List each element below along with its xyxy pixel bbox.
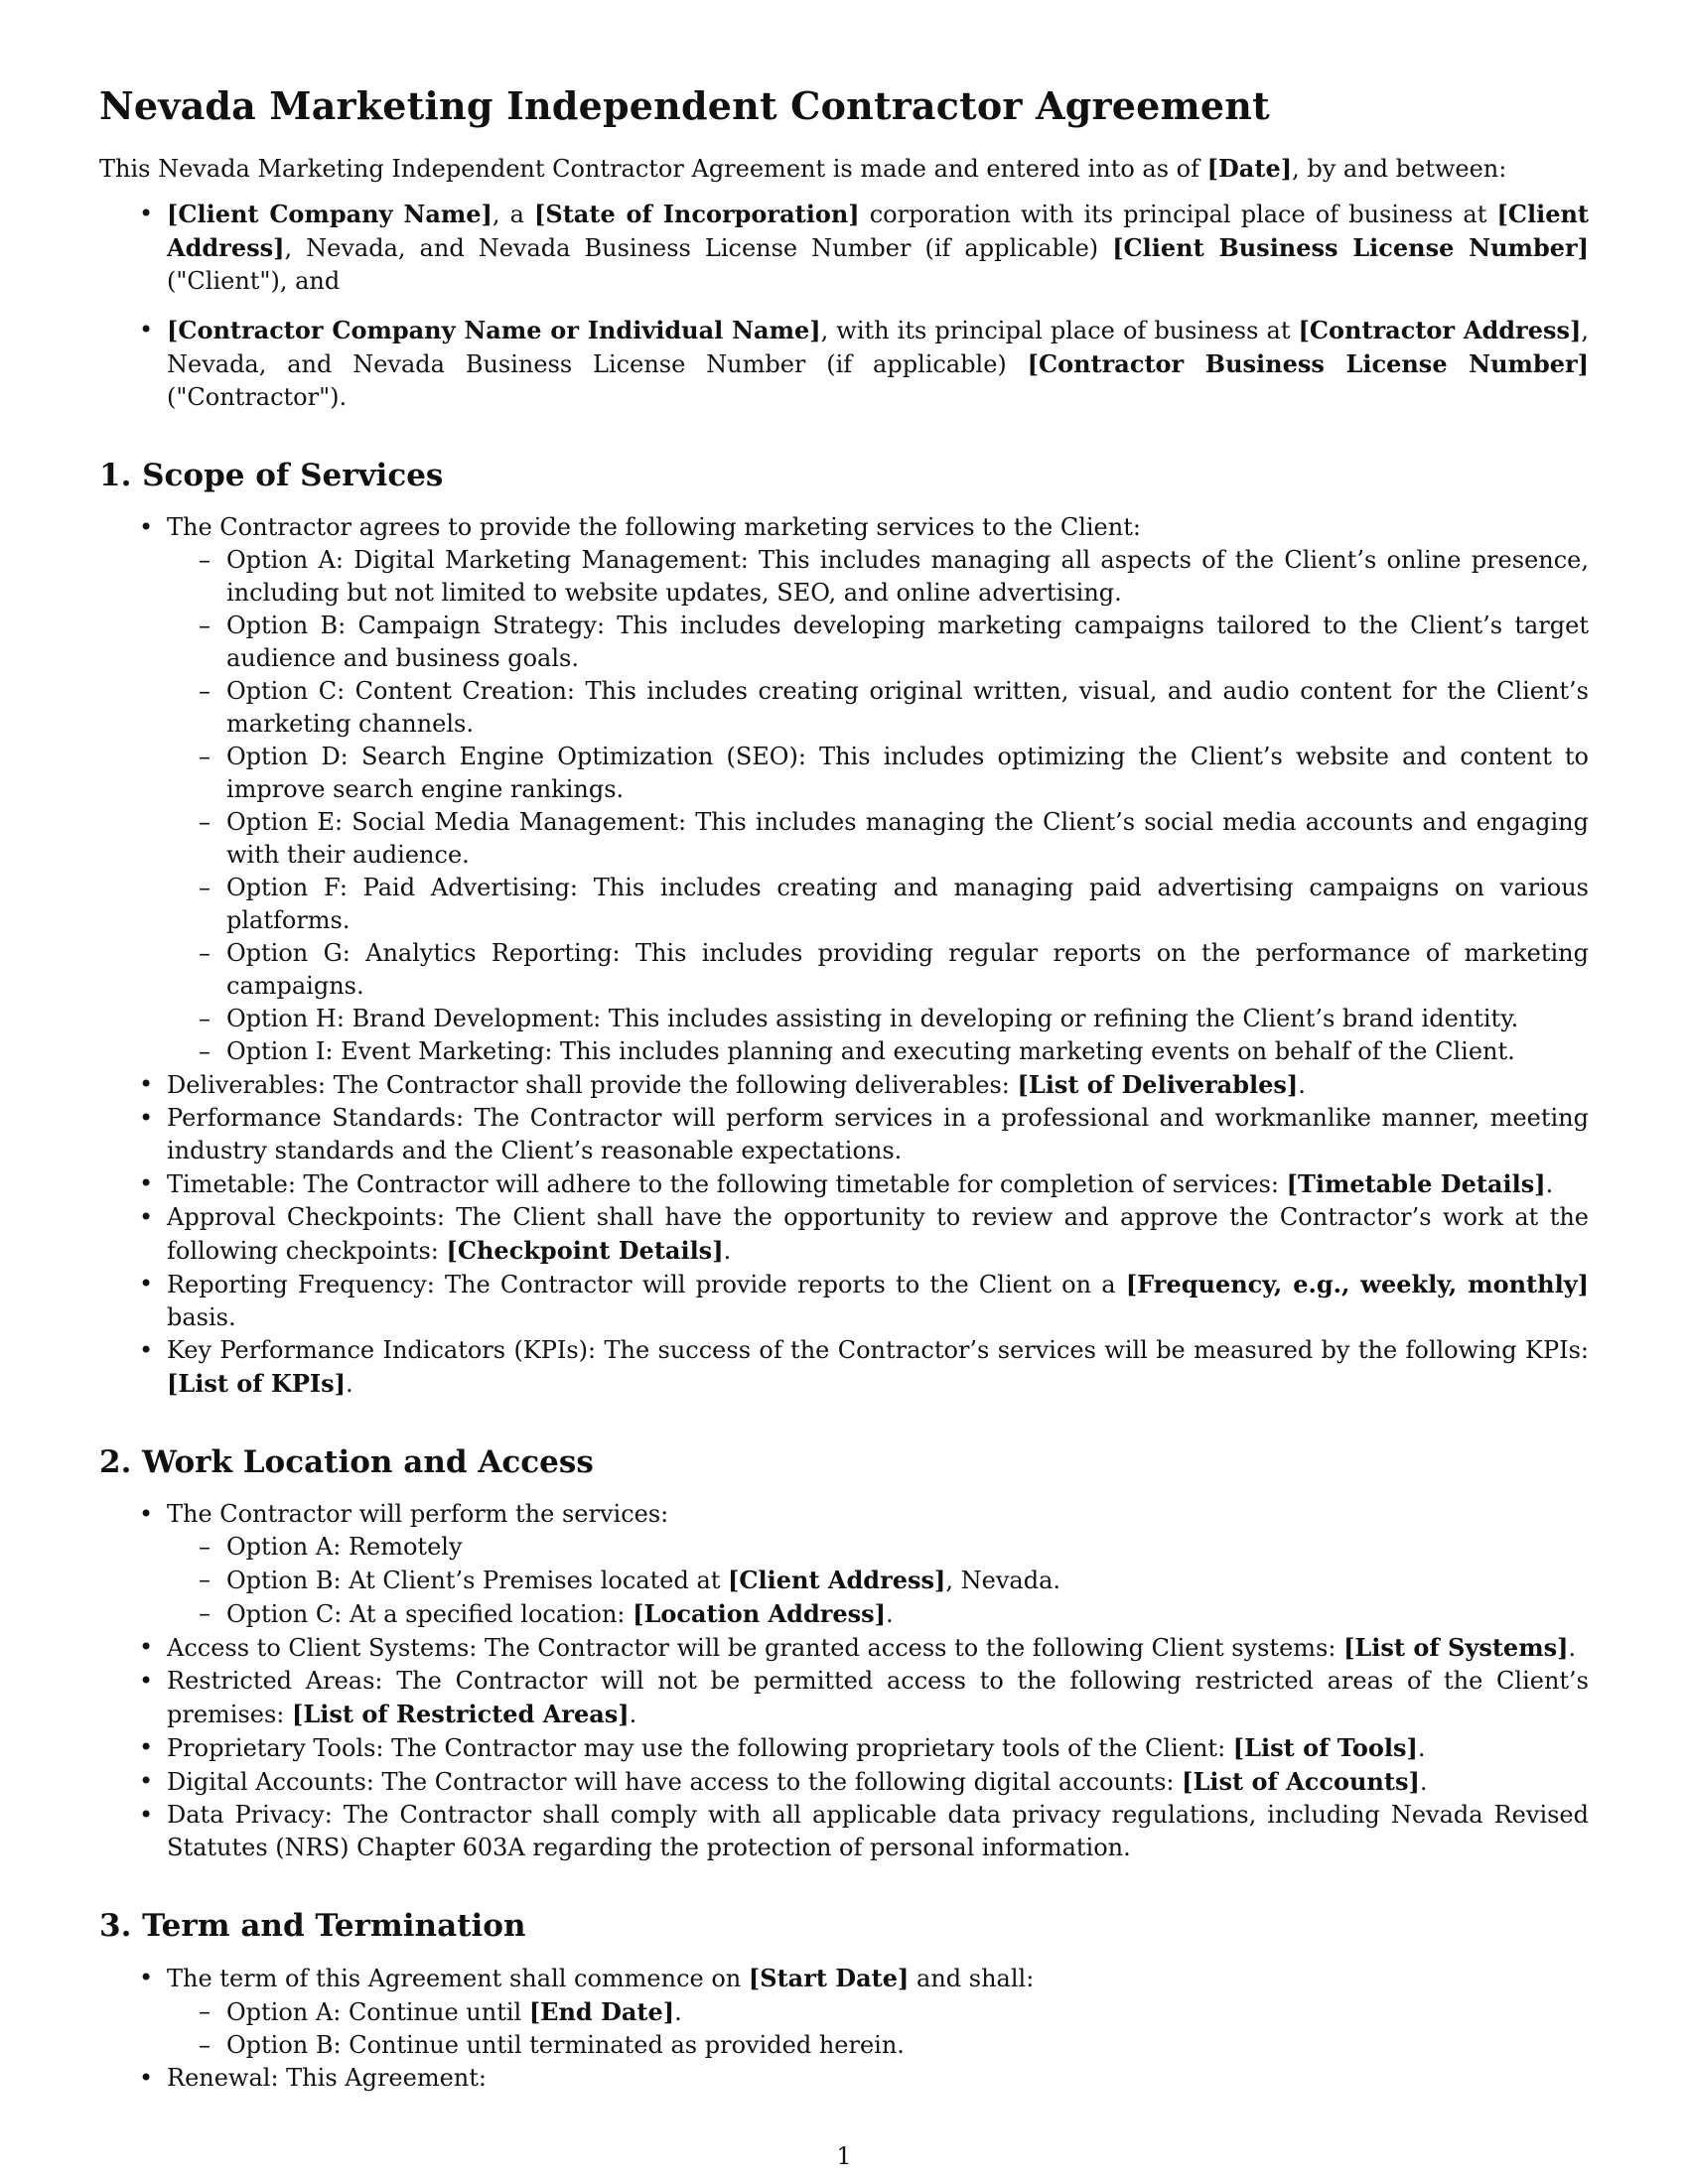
- section-heading-term: 3. Term and Termination: [99, 1908, 526, 1944]
- list-item: – Option B: Campaign Strategy: This includes developing marketing campaigns tailored to the Client’s target audience and business goals.: [167, 610, 1589, 675]
- list-item: – Option C: Content Creation: This includes creating original written, visual, and audio content for the Client’s marketing channels.: [167, 675, 1589, 741]
- location-options-list: [167, 1531, 1589, 1631]
- list-item: – Option E: Social Media Management: This includes managing the Client’s social media accounts and engaging with their audience.: [167, 806, 1589, 872]
- section-heading-scope: 1. Scope of Services: [99, 458, 444, 493]
- list-item: – Option A: Remotely: [167, 1531, 1589, 1564]
- location-list: [99, 1498, 1589, 1864]
- list-item: • Renewal: This Agreement:: [99, 2062, 1589, 2095]
- list-item: • Deliverables: The Contractor shall provide the following deliverables: [List of Deliverables].: [99, 1068, 1589, 1102]
- list-item: • Data Privacy: The Contractor shall comply with all applicable data privacy regulations, including Nevada Revised Statutes (NRS) Chapter 603A regarding the protection of personal information.: [99, 1799, 1589, 1864]
- list-item: • Key Performance Indicators (KPIs): The success of the Contractor’s services will be measured by the following KPIs: [List of KPIs].: [99, 1334, 1589, 1401]
- date-placeholder: [Date]: [1206, 154, 1293, 183]
- contractor-party: • [Contractor Company Name or Individual Name], with its principal place of business at [Contractor Address], Nevada, and Nevada Business License Number (if applicable) [Contractor Business License Number] ("Contractor").: [99, 314, 1589, 414]
- list-item: – Option B: Continue until terminated as provided herein.: [167, 2029, 1589, 2062]
- list-item: • The term of this Agreement shall commence on [Start Date] and shall: – Option A: Continue until [End Date]. – Option B: Continue until terminated as provided herein.: [99, 1962, 1589, 2062]
- list-item: • Reporting Frequency: The Contractor will provide reports to the Client on a [Frequency, e.g., weekly, monthly] basis.: [99, 1268, 1589, 1334]
- list-item: – Option F: Paid Advertising: This includes creating and managing paid advertising campaigns on various platforms.: [167, 872, 1589, 937]
- document-page: [99, 83, 1589, 2095]
- client-party: • [Client Company Name], a [State of Incorporation] corporation with its principal place of business at [Client Address], Nevada, and Nevada Business License Number (if applicable) [Client Business License Number] ("Client"), and: [99, 198, 1589, 298]
- term-list: [99, 1962, 1589, 2095]
- list-item: • The Contractor will perform the services: – Option A: Remotely – Option B: At Client’s Premises located at [Client Address], Nevada. – Option C: At a specified location: [Location Address].: [99, 1498, 1589, 1631]
- list-item: • Proprietary Tools: The Contractor may use the following proprietary tools of the Client: [List of Tools].: [99, 1731, 1589, 1765]
- list-item: – Option A: Continue until [End Date].: [167, 1995, 1589, 2029]
- list-item: – Option H: Brand Development: This includes assisting in developing or refining the Client’s brand identity.: [167, 1003, 1589, 1035]
- intro-paragraph: This Nevada Marketing Independent Contractor Agreement is made and entered into as of [Date], by and between:: [99, 154, 1507, 183]
- list-item: • Approval Checkpoints: The Client shall have the opportunity to review and approve the Contractor’s work at the following checkpoints: [Checkpoint Details].: [99, 1201, 1589, 1268]
- list-item: – Option G: Analytics Reporting: This includes providing regular reports on the performance of marketing campaigns.: [167, 937, 1589, 1003]
- list-item: – Option C: At a specified location: [Location Address].: [167, 1597, 1589, 1631]
- list-item: – Option D: Search Engine Optimization (SEO): This includes optimizing the Client’s website and content to improve search engine rankings.: [167, 741, 1589, 806]
- section-heading-location: 2. Work Location and Access: [99, 1444, 594, 1480]
- list-item: • Timetable: The Contractor will adhere to the following timetable for completion of services: [Timetable Details].: [99, 1167, 1589, 1201]
- list-item: • Access to Client Systems: The Contractor will be granted access to the following Client systems: [List of Systems].: [99, 1631, 1589, 1665]
- list-item: • Performance Standards: The Contractor will perform services in a professional and workmanlike manner, meeting industry standards and the Client’s reasonable expectations.: [99, 1102, 1589, 1167]
- list-item: – Option A: Digital Marketing Management: This includes managing all aspects of the Client’s online presence, including but not limited to website updates, SEO, and online advertising.: [167, 544, 1589, 610]
- page-number: 1: [836, 2142, 852, 2170]
- service-options-list: [167, 544, 1589, 1068]
- list-item: • Digital Accounts: The Contractor will have access to the following digital accounts: [List of Accounts].: [99, 1765, 1589, 1799]
- list-item: – Option B: At Client’s Premises located at [Client Address], Nevada.: [167, 1564, 1589, 1597]
- parties-list: [99, 198, 1589, 414]
- scope-list: [99, 511, 1589, 1401]
- document-title: Nevada Marketing Independent Contractor Agreement: [99, 83, 1270, 128]
- list-item: • Restricted Areas: The Contractor will not be permitted access to the following restricted areas of the Client’s premises: [List of Restricted Areas].: [99, 1665, 1589, 1731]
- term-options-list: [167, 1995, 1589, 2062]
- list-item: – Option I: Event Marketing: This includes planning and executing marketing events on behalf of the Client.: [167, 1035, 1589, 1068]
- list-item: • The Contractor agrees to provide the following marketing services to the Client: – Option A: Digital Marketing Management: This includes managing all aspects of the Client’s online presence, including but not limited to website updates, SEO, and online advertising. – Option B: Campaign Strategy: This includes developing marketing campaigns tailored to the Client’s target audience and business goals. – Option C: Content Creation: This includes creating original written, visual, and audio content for the Client’s marketing channels. – Option D: Search Engine Optimization (SEO): This includes optimizing the Client’s website and content to improve search engine rankings. – Option E: Social Media Management: This includes managing the Client’s social media accounts and engaging with their audience. – Option F: Paid Advertising: This includes creating and managing paid advertising campaigns on various platforms. – Option G: Analytics Reporting: This includes providing regular reports on the performance of marketing campaigns. – Option H: Brand Development: This includes assisting in developing or refining the Client’s brand identity. – Option I: Event Marketing: This includes planning and executing marketing events on behalf of the Client.: [99, 511, 1589, 1068]
